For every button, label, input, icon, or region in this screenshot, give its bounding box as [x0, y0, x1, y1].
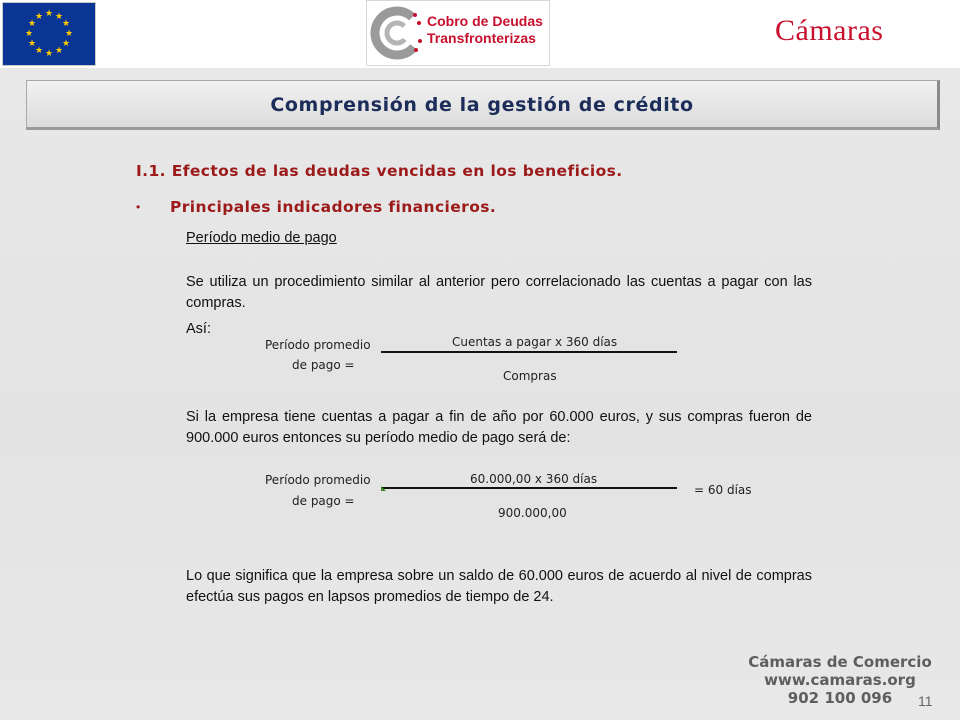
- footer-line3: 902 100 096: [787, 689, 893, 707]
- cobro-logo-text: [427, 13, 543, 47]
- cobro-logo-line2: Transfronterizas: [427, 30, 536, 46]
- page-number: 11: [918, 693, 933, 709]
- svg-text:★: ★: [24, 29, 34, 39]
- formula2-denominator: 900.000,00: [498, 506, 567, 520]
- svg-text:★: ★: [61, 19, 71, 29]
- eu-flag-icon: [2, 2, 96, 66]
- footer-line1: Cámaras de Comercio: [748, 653, 932, 671]
- formula2-fraction-line: [381, 487, 677, 489]
- formula1-label-line1: Período promedio: [265, 338, 371, 352]
- formula2-label-line2: de pago =: [292, 494, 355, 508]
- svg-text:★: ★: [54, 46, 64, 56]
- paragraph-3: Lo que significa que la empresa sobre un saldo de 60.000 euros de acuerdo al nivel de compras efectúa sus pagos en lapsos promedios de tiempo de 24.: [186, 568, 812, 605]
- formula1-fraction-line: [381, 351, 677, 353]
- formula-corner-marker: [381, 486, 386, 491]
- cobro-c-mark-icon: [367, 1, 427, 65]
- svg-text:★: ★: [64, 29, 74, 39]
- cobro-logo-line1: Cobro de Deudas: [427, 13, 543, 29]
- bullet-heading: Principales indicadores financieros.: [170, 198, 497, 216]
- svg-text:★: ★: [44, 9, 54, 19]
- footer-line2: www.camaras.org: [764, 671, 916, 689]
- section-heading: I.1. Efectos de las deudas vencidas en los beneficios.: [136, 162, 623, 180]
- svg-text:★: ★: [34, 46, 44, 56]
- svg-text:★: ★: [54, 12, 64, 22]
- svg-text:★: ★: [27, 39, 37, 49]
- paragraph-1: Se utiliza un procedimiento similar al anterior pero correlacionado las cuentas a pagar con las compras.: [186, 274, 812, 311]
- svg-text:★: ★: [34, 12, 44, 22]
- page-title: Comprensión de la gestión de crédito: [270, 94, 694, 116]
- bullet-icon: •: [136, 200, 141, 214]
- svg-text:★: ★: [27, 19, 37, 29]
- formula1-numerator: Cuentas a pagar x 360 días: [452, 335, 618, 349]
- camaras-logo: Cámaras: [775, 14, 884, 47]
- svg-text:★: ★: [44, 49, 54, 59]
- footer-contact: [740, 653, 940, 707]
- formula1-denominator: Compras: [503, 369, 557, 383]
- title-banner: [26, 80, 940, 130]
- header-strip: [0, 0, 960, 68]
- cobro-deudas-logo: [366, 0, 550, 66]
- asi-label: Así:: [186, 321, 211, 337]
- formula2-label-line1: Período promedio: [265, 473, 371, 487]
- formula1-label-line2: de pago =: [292, 358, 355, 372]
- formula2-numerator: 60.000,00 x 360 días: [470, 472, 598, 486]
- subheading: Período medio de pago: [186, 230, 337, 246]
- svg-text:★: ★: [61, 39, 71, 49]
- formula2-result: = 60 días: [694, 483, 752, 497]
- paragraph-2: Si la empresa tiene cuentas a pagar a fin de año por 60.000 euros, y sus compras fueron de 900.000 euros entonces su período medio de pago será de:: [186, 409, 812, 446]
